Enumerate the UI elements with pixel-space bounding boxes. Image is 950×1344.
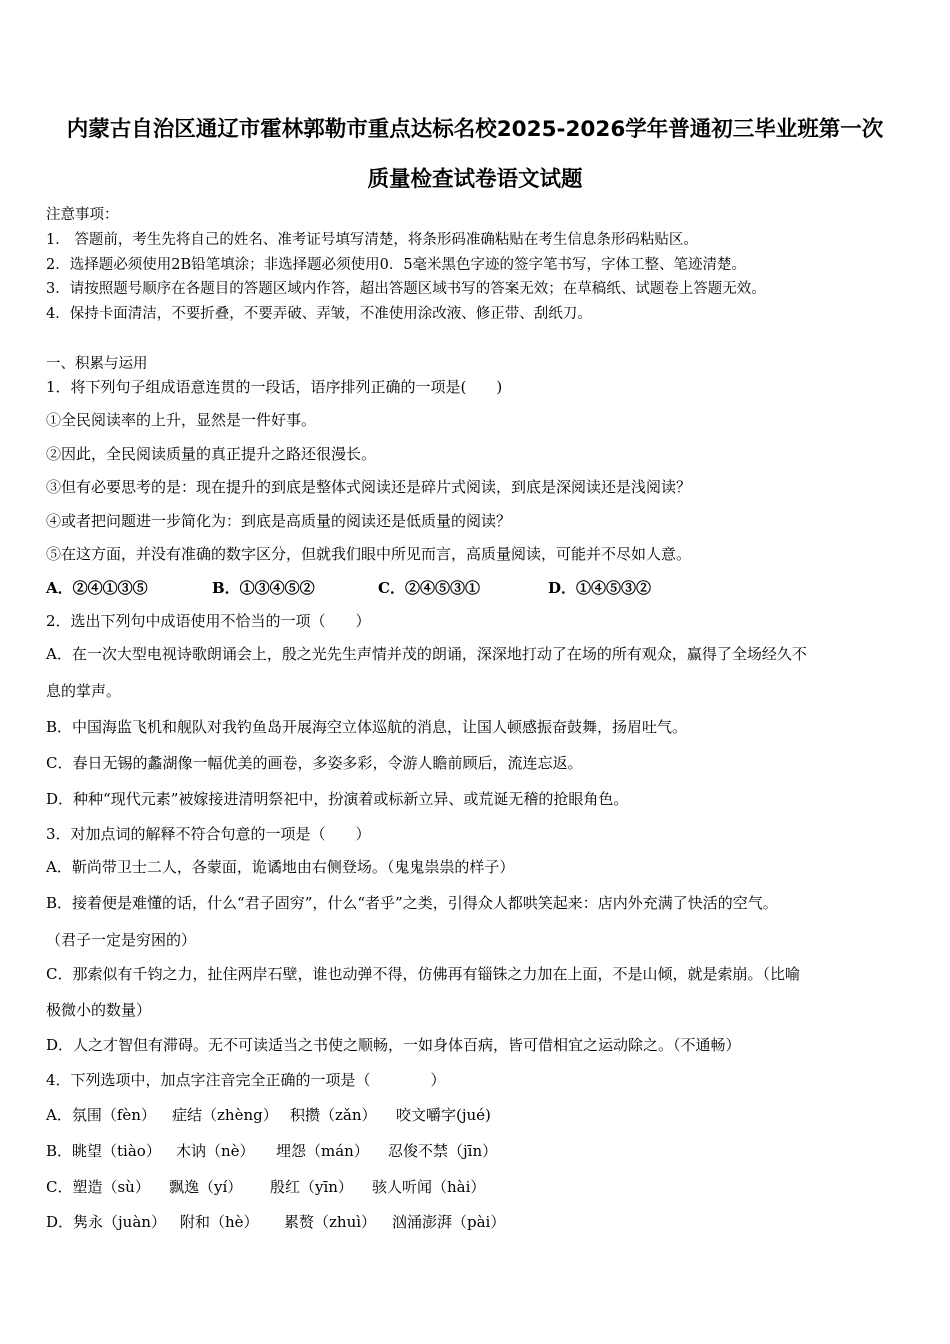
question-2-option-c: C．春日无锡的蠡湖像一幅优美的画卷，多姿多彩，令游人瞻前顾后，流连忘返。 bbox=[46, 754, 583, 772]
pinyin-item: 飘逸（yí） bbox=[169, 1178, 243, 1196]
question-3-option-c-cont: 极微小的数量） bbox=[46, 1001, 152, 1019]
page-title-line-2: 质量检查试卷语文试题 bbox=[367, 167, 583, 192]
question-1-sentence: ①全民阅读率的上升，显然是一件好事。 bbox=[46, 411, 317, 429]
option-a: A．②④①③⑤ bbox=[46, 579, 148, 597]
pinyin-item: 木讷（nè） bbox=[176, 1142, 255, 1160]
pinyin-item: 积攒（zǎn） bbox=[290, 1106, 377, 1124]
question-4-option-c bbox=[46, 1176, 485, 1197]
question-3-option-d: D．人之才智但有滞碍。无不可读适当之书使之顺畅，一如身体百病，皆可借相宜之运动除之。（不通畅） bbox=[46, 1036, 741, 1054]
question-1-stem: 1．将下列句子组成语意连贯的一段话，语序排列正确的一项是( ) bbox=[46, 378, 503, 396]
question-4-option-a bbox=[46, 1104, 491, 1125]
question-4-option-b bbox=[46, 1140, 497, 1161]
pinyin-item: A．氛围（fèn） bbox=[46, 1106, 156, 1124]
question-2-option-a: A．在一次大型电视诗歌朗诵会上，殷之光先生声情并茂的朗诵，深深地打动了在场的所有观众，赢得了全场经久不 bbox=[46, 645, 807, 663]
question-1-sentence: ③但有必要思考的是：现在提升的到底是整体式阅读还是碎片式阅读，到底是深阅读还是浅阅读？ bbox=[46, 478, 692, 496]
question-2-option-b: B．中国海监飞机和舰队对我钓鱼岛开展海空立体巡航的消息，让国人顿感振奋鼓舞，扬眉吐气。 bbox=[46, 718, 688, 736]
pinyin-item: 骇人听闻（hài） bbox=[372, 1178, 486, 1196]
pinyin-item: 忍俊不禁（jīn） bbox=[388, 1142, 498, 1160]
pinyin-item: B．眺望（tiào） bbox=[46, 1142, 161, 1160]
pinyin-item: 殷红（yīn） bbox=[270, 1178, 353, 1196]
pinyin-item: 累赘（zhuì） bbox=[284, 1213, 377, 1231]
notice-item: 2．选择题必须使用2B铅笔填涂；非选择题必须使用0．5毫米黑色字迹的签字笔书写，字体工整、笔迹清楚。 bbox=[46, 257, 747, 273]
pinyin-item: 埋怨（mán） bbox=[276, 1142, 369, 1160]
question-1-sentence: ⑤在这方面，并没有准确的数字区分，但就我们眼中所见而言，高质量阅读，可能并不尽如人意。 bbox=[46, 545, 692, 563]
pinyin-item: D．隽永（juàn） bbox=[46, 1213, 166, 1231]
page-title-line-1: 内蒙古自治区通辽市霍林郭勒市重点达标名校2025-2026学年普通初三毕业班第一次 bbox=[66, 117, 884, 142]
pinyin-item: 附和（hè） bbox=[180, 1213, 259, 1231]
question-3-option-c: C．那索似有千钧之力，扯住两岸石壁，谁也动弹不得，仿佛再有锱铢之力加在上面，不是山倾，就是索崩。（比喻 bbox=[46, 965, 800, 983]
question-3-option-b-cont: （君子一定是穷困的） bbox=[46, 931, 197, 949]
notice-item: 4．保持卡面清洁，不要折叠，不要弄破、弄皱，不准使用涂改液、修正带、刮纸刀。 bbox=[46, 306, 592, 322]
question-2-stem: 2．选出下列句中成语使用不恰当的一项（ ） bbox=[46, 612, 371, 630]
pinyin-item: 汹涌澎湃（pài） bbox=[392, 1213, 506, 1231]
pinyin-item: 症结（zhèng） bbox=[172, 1106, 278, 1124]
option-b: B．①③④⑤② bbox=[212, 579, 315, 597]
question-1-options bbox=[46, 577, 651, 598]
question-4-option-d bbox=[46, 1211, 505, 1232]
question-2-option-d: D．种种“现代元素”被嫁接进清明祭祀中，扮演着或标新立异、或荒诞无稽的抢眼角色。 bbox=[46, 790, 629, 808]
notice-item: 3．请按照题号顺序在各题目的答题区域内作答，超出答题区域书写的答案无效；在草稿纸、试题卷上答题无效。 bbox=[46, 281, 766, 297]
notice-item: 1． 答题前，考生先将自己的姓名、准考证号填写清楚，将条形码准确粘贴在考生信息条形码粘贴区。 bbox=[46, 232, 698, 248]
section-heading: 一、积累与运用 bbox=[46, 356, 148, 372]
question-1-sentence: ②因此，全民阅读质量的真正提升之路还很漫长。 bbox=[46, 445, 377, 463]
question-4-stem: 4．下列选项中，加点字注音完全正确的一项是（ ） bbox=[46, 1071, 446, 1089]
question-3-stem: 3．对加点词的解释不符合句意的一项是（ ） bbox=[46, 825, 371, 843]
question-1-sentence: ④或者把问题进一步简化为：到底是高质量的阅读还是低质量的阅读？ bbox=[46, 512, 512, 530]
notice-heading: 注意事项： bbox=[46, 207, 119, 223]
question-2-option-a-cont: 息的掌声。 bbox=[46, 682, 122, 700]
option-d: D．①④⑤③② bbox=[548, 579, 652, 597]
pinyin-item: 咬文嚼字(jué) bbox=[396, 1106, 491, 1124]
pinyin-item: C．塑造（sù） bbox=[46, 1178, 150, 1196]
question-3-option-a: A．靳尚带卫士二人，各蒙面，诡谲地由右侧登场。（鬼鬼祟祟的样子） bbox=[46, 858, 515, 876]
question-3-option-b: B．接着便是难懂的话，什么“君子固穷”，什么“者乎”之类，引得众人都哄笑起来：店内外充满了快活的空气。 bbox=[46, 894, 778, 912]
option-c: C．②④⑤③① bbox=[378, 579, 480, 597]
